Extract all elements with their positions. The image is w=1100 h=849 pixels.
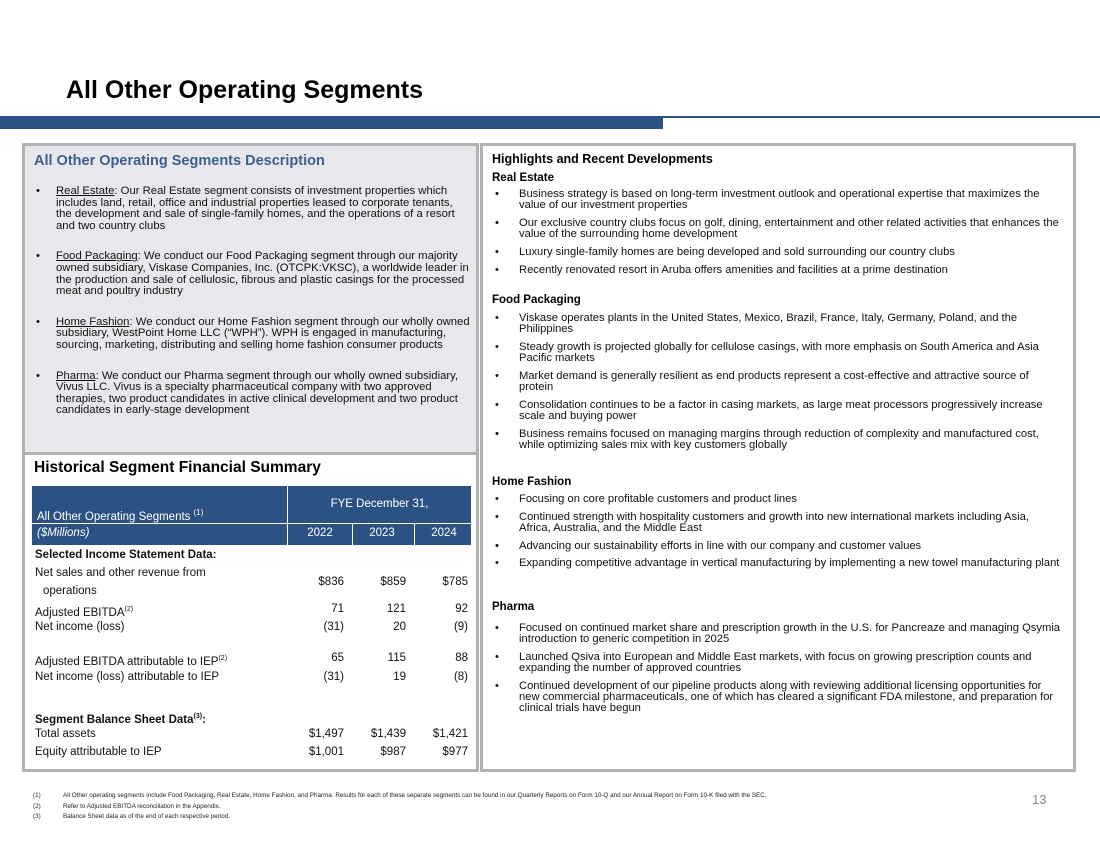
footnote: (3) Balance Sheet data as of the end of each respective period. (33, 813, 230, 821)
description-item-food-packaging (34, 251, 470, 297)
description-item-text: : We conduct our Home Fashion segment through our wholly owned subsidiary, WestPoint Home LLC (“WPH”). WPH is engaged in manufacturing, sourcing, marketing, distributing and selling home fashion consumer products (56, 315, 470, 351)
description-item-label: Food Packaging (56, 250, 138, 263)
description-item-text: : We conduct our Food Packaging segment through our majority owned subsidiary, Viskase Companies, Inc. (OTCPK:VKSC), a worldwide leader in the production and sale of cellulosic, fibrous and plastic casings for the processed meat and poultry industry (56, 250, 469, 298)
footnote: (1) All Other operating segments include Food Packaging, Real Estate, Home Fashion, and Pharma. Results for each of these separate segments can be found in our Quarterly Reports on Form 10-Q and our Annual Report on Form 10-K filed with the SEC. (33, 792, 767, 799)
title-accent-bar (0, 116, 663, 129)
highlights-panel (480, 143, 1076, 772)
list-item: • Recently renovated resort in Aruba offers amenities and facilities at a prime destination (492, 265, 1062, 276)
list-item: • Our exclusive country clubs focus on golf, dining, entertainment and other related activities that enhances the value of the surrounding home development (492, 218, 1062, 240)
period-label: FYE December 31, (330, 498, 429, 510)
list-item: • Market demand is generally resilient as end products represent a cost-effective and attractive source of protein (492, 371, 1062, 393)
section-heading-home-fashion: Home Fashion (492, 476, 572, 488)
food-packaging-list (492, 313, 1062, 458)
section-heading-food-packaging: Food Packaging (492, 294, 581, 306)
description-item-text: : Our Real Estate segment consists of investment properties which includes land, retail, office and industrial properties leased to corporate tenants, the development and sale of single-family homes, and the operations of a resort and two country clubs (56, 185, 455, 232)
description-item-label: Real Estate (56, 185, 115, 197)
description-item-home-fashion (34, 317, 470, 352)
list-item: • Business remains focused on managing margins through reduction of complexity and manufactured cost, while optimizing sales mix with key customers globally (492, 429, 1062, 451)
financial-table-header (32, 486, 471, 545)
list-item: • Continued development of our pipeline products along with reviewing additional licensing opportunities for new commercial pharmaceuticals, one of which has cleared a significant FDA milestone, and preparation for clinical trials have begun (492, 681, 1062, 715)
list-item: • Focusing on core profitable customers and product lines (492, 494, 1062, 505)
list-item: • Steady growth is projected globally for cellulose casings, with more emphasis on South America and Asia Pacific markets (492, 342, 1062, 364)
description-item-pharma (34, 371, 470, 417)
page-number: 13 (1032, 792, 1047, 807)
list-item: • Expanding competitive advantage in vertical manufacturing by implementing a new towel manufacturing plant (492, 558, 1062, 569)
description-item-text: : We conduct our Pharma segment through our wholly owned subsidiary, Vivus LLC. Vivus is a specialty pharmaceutical company with two approved therapies, two product candidates in active clinical development and two product candidates in early-stage development (56, 369, 459, 417)
home-fashion-list (492, 494, 1062, 576)
list-item: • Continued strength with hospitality customers and growth into new international markets including Asia, Africa, Australia, and the Middle East (492, 512, 1062, 534)
section-heading-real-estate: Real Estate (492, 172, 555, 184)
year-header: 2024 (431, 527, 457, 539)
segment-column-label: All Other Operating Segments $^{(1)}$ (37, 508, 204, 523)
title-underline (663, 116, 1100, 118)
financial-summary-panel: Historical Segment Financial Summary All Other Operating Segments $^{(1)}$ FYE December 31, ($Millions) 2022 2023 2024 Selected Income Statement Data: Net sales and other revenue from $836 $859 $785 operations Adjusted EBITDA$^{(2)}$ 71 121 92 Net income (loss) (31) 20 (9) Adjusted EBITDA attributable to IEP$^{(2)}$ 65 115 88 Net income (loss) attributable to IEP (31) 19 (8) Segment Balance Sheet Data$^{(3)}$: Total assets $1,497 $1,439 $1,421 Equity attributable to IEP $1,001 $987 $977 (22, 452, 479, 772)
pharma-list (492, 623, 1062, 721)
description-panel (22, 143, 479, 452)
description-title: All Other Operating Segments Description (34, 153, 325, 169)
highlights-title: Highlights and Recent Developments (492, 152, 713, 166)
units-label: ($Millions) (37, 527, 90, 539)
footnotes (33, 791, 1033, 823)
financial-summary-title: Historical Segment Financial Summary (34, 459, 321, 476)
list-item: • Luxury single-family homes are being developed and sold surrounding our country clubs (492, 247, 1062, 258)
page-title: All Other Operating Segments (66, 76, 424, 104)
description-item-real-estate (34, 186, 470, 232)
year-header: 2022 (307, 527, 333, 539)
list-item: • Focused on continued market share and prescription growth in the U.S. for Pancreaze and managing Qsymia introduction to generic competition in 2025 (492, 623, 1062, 645)
section-heading-pharma: Pharma (492, 601, 535, 613)
list-item: • Advancing our sustainability efforts in line with our company and customer values (492, 541, 1062, 552)
list-item: • Launched Qsiva into European and Middle East markets, with focus on growing prescription counts and expanding the number of approved countries (492, 652, 1062, 674)
description-item-label: Pharma (56, 369, 96, 382)
year-header: 2023 (369, 527, 395, 539)
list-item: • Consolidation continues to be a factor in casing markets, as large meat processors progressively increase scale and buying power (492, 400, 1062, 422)
description-item-label: Home Fashion (56, 315, 130, 328)
real-estate-list (492, 189, 1062, 282)
description-list (34, 186, 470, 436)
footnote: (2) Refer to Adjusted EBITDA reconciliation in the Appendix. (33, 802, 221, 810)
list-item: • Business strategy is based on long-term investment outlook and operational expertise that maximizes the value of our investment properties (492, 189, 1062, 211)
list-item: • Viskase operates plants in the United States, Mexico, Brazil, France, Italy, Germany, Poland, and the Philippines (492, 313, 1062, 335)
